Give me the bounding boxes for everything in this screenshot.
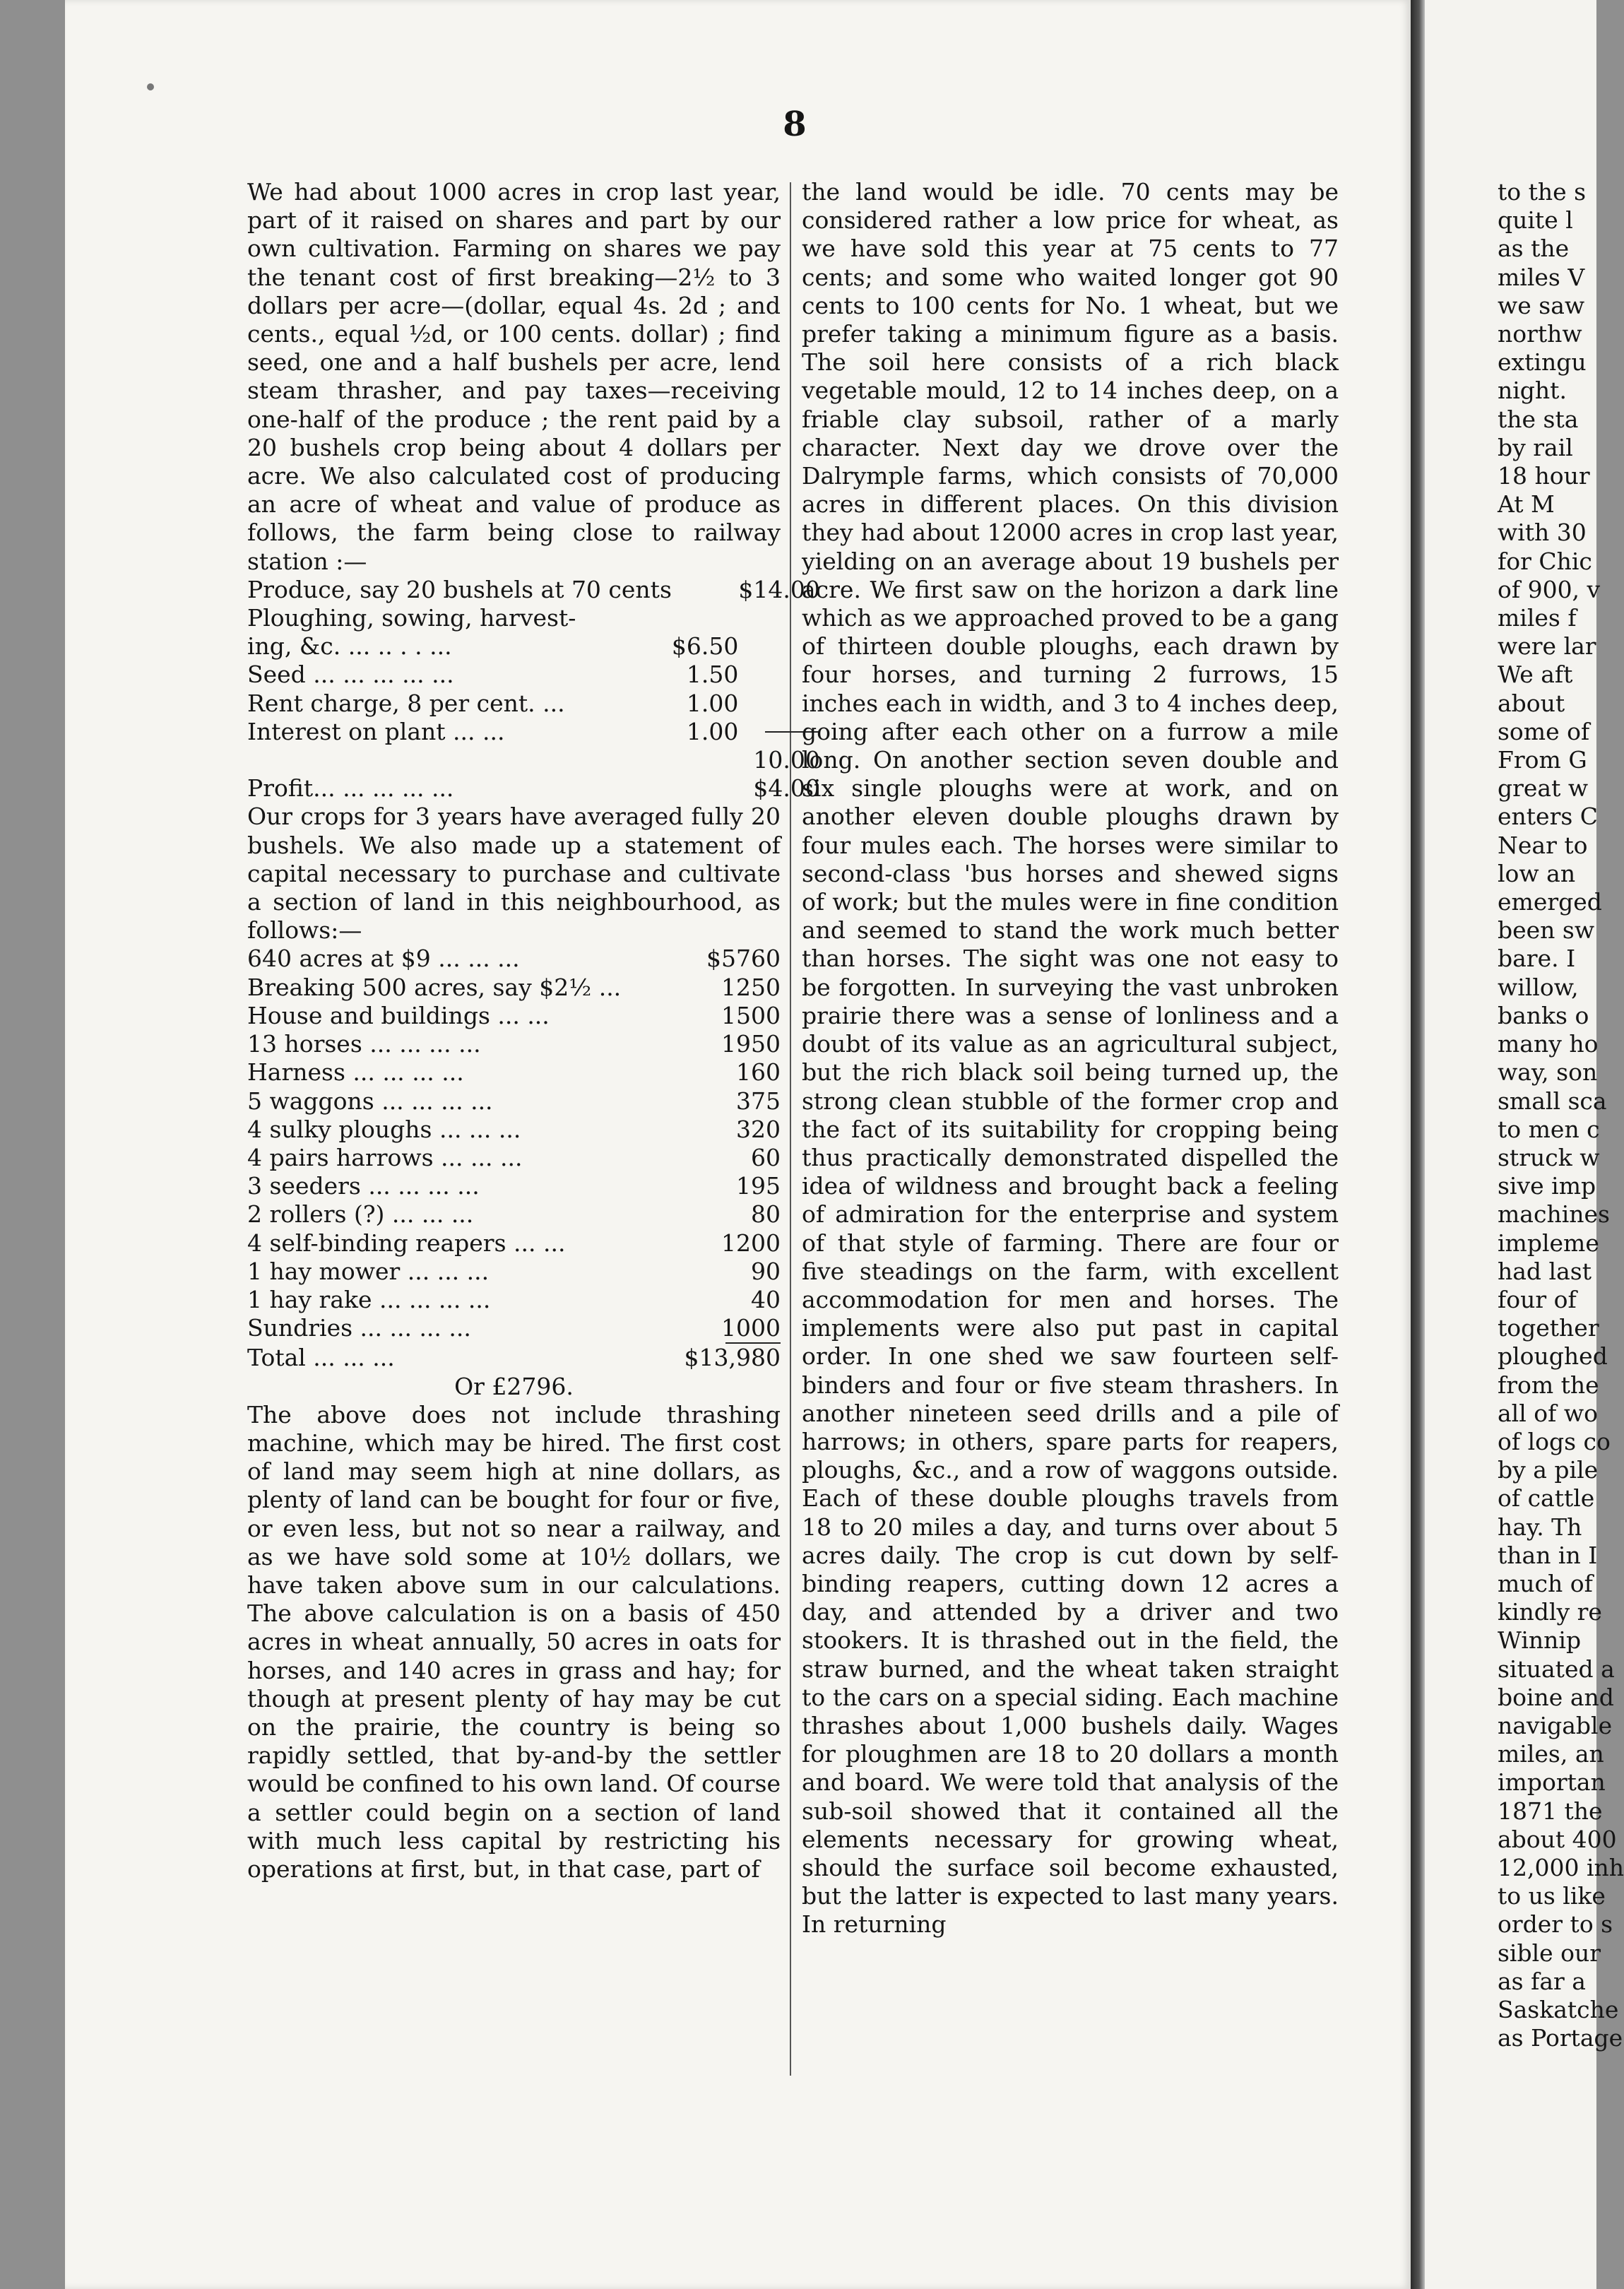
right-column-fragments xyxy=(1498,178,1624,2052)
paragraph-crop-shares: We had about 1000 acres in crop last year, part of it raised on shares and part by our own cultivation. Farming on shares we pay the tenant cost of first breaking—2½ to 3 dollars per acre—(dollar, equal 4s. 2d ; and cents., equal ½d, or 100 cents. dollar) ; find seed, one and a half bushels per acre, lend steam thrasher, and pay taxes—receiving one-half of the produce ; the rent paid by a 20 bushels crop being about 4 dollars per acre. We also calculated cost of producing an acre of wheat and value of produce as follows, the farm being close to railway station :— xyxy=(247,178,781,575)
right-column-line: all of wo xyxy=(1498,1399,1598,1427)
table-row xyxy=(247,1229,781,1258)
capital-value: 1950 xyxy=(721,1030,781,1058)
right-column-line: from the xyxy=(1498,1371,1599,1399)
right-column-line: miles, an xyxy=(1498,1740,1604,1768)
right-column-line: of cattle xyxy=(1498,1484,1595,1513)
right-column-line: night. xyxy=(1498,377,1567,405)
right-column-line: quite l xyxy=(1498,206,1573,235)
right-column-line: importan xyxy=(1498,1768,1606,1797)
right-column-line: miles V xyxy=(1498,263,1585,291)
capital-value: 90 xyxy=(751,1257,781,1285)
table-row xyxy=(247,1286,781,1314)
right-column-line: At M xyxy=(1498,490,1555,519)
cost-label: ing, &c. ... .. . . ... xyxy=(247,632,452,661)
cost-subtotal: 10.00 xyxy=(753,746,820,774)
capital-value: 40 xyxy=(751,1285,781,1313)
right-column-line: Near to xyxy=(1498,831,1588,859)
cost-value: 1.00 xyxy=(686,717,739,745)
profit-label: Profit... ... ... ... ... xyxy=(247,774,454,803)
right-column-line: to men c xyxy=(1498,1115,1600,1143)
paragraph-averages: Our crops for 3 years have averaged fully 20 bushels. We also made up a statement of capital necessary to purchase and cultivate a section of land in this neighbourhood, as follows:— xyxy=(247,803,781,945)
capital-value: 1200 xyxy=(721,1229,781,1257)
right-column-line: situated a xyxy=(1498,1655,1615,1683)
cost-label: Seed ... ... ... ... ... xyxy=(247,661,454,689)
table-row xyxy=(247,1200,781,1229)
table-row xyxy=(247,974,781,1002)
right-column-line: to us like xyxy=(1498,1882,1606,1910)
right-column-line: had last xyxy=(1498,1257,1592,1285)
produce-label: Produce, say 20 bushels at 70 cents xyxy=(247,575,672,603)
cost-label: Rent charge, 8 per cent. ... xyxy=(247,689,565,717)
table-row xyxy=(247,1172,781,1200)
right-column-line: hay. Th xyxy=(1498,1513,1582,1541)
right-column-line: than in I xyxy=(1498,1541,1598,1569)
total-label: Total ... ... ... xyxy=(247,1344,395,1372)
capital-label: 2 rollers (?) ... ... ... xyxy=(247,1200,474,1229)
table-row xyxy=(247,1314,781,1342)
table-row xyxy=(247,1116,781,1144)
profit-value: $4.00 xyxy=(753,774,820,803)
right-column-line: 12,000 inh xyxy=(1498,1853,1624,1881)
right-column-line: kindly re xyxy=(1498,1598,1602,1626)
paper-speck xyxy=(147,83,154,90)
right-column-line: by rail xyxy=(1498,433,1573,461)
capital-label: 1 hay rake ... ... ... ... xyxy=(247,1285,491,1313)
cost-value: 1.00 xyxy=(686,689,739,717)
table-row xyxy=(247,1087,781,1116)
right-column-line: low an xyxy=(1498,859,1576,887)
right-column-line: great w xyxy=(1498,774,1589,803)
right-column-line: miles f xyxy=(1498,604,1577,632)
paragraph-dalrymple-farms: the land would be idle. 70 cents may be considered rather a low price for wheat, as we have sold this year at 75 cents to 77 cents; and some who waited longer got 90 cents to 100 cents for No. 1 wheat, but we prefer taking a minimum figure as a basis. The soil here consists of a rich black vegetable mould, 12 to 14 inches deep, on a friable clay subsoil, rather of a marly character. Next day we drove over the Dalrymple farms, which consists of 70,000 acres in different places. On this division they had about 12000 acres in crop last year, yielding on an average about 19 bushels per acre. We first saw on the horizon a dark line which as we approached proved to be a gang of thirteen double ploughs, each drawn by four horses, and turning 2 furrows, 15 inches each in width, and 3 to 4 inches deep, going after each other on a furrow a mile long. On another section seven double and six single ploughs were at work, and on another eleven double ploughs drawn by four mules each. The horses were similar to second-class 'bus horses and shewed signs of work; but the mules were in fine condition and seemed to stand the work much better than horses. The sight was one not easy to be forgotten. In surveying the vast unbroken prairie there was a sense of lonliness and a doubt of its value as an agricultural subject, but the rich black soil being turned up, the strong clean stubble of the former crop and the fact of its suitability for cropping being thus practically demonstrated dispelled the idea of wildness and brought back a feeling of admiration for the enterprise and system of that style of farming. There are four or five steadings on the farm, with excellent accommodation for men and horses. The implements were also put past in capital order. In one shed we saw fourteen self-binders and four or five steam thrashers. In another nineteen seed drills and a pile of harrows; in others, spare parts for reapers, ploughs, &c., and a row of waggons outside. Each of these double ploughs travels from 18 to 20 miles a day, and turns over about 5 acres daily. The crop is cut down by self-binding reapers, cutting down 12 acres a day, and attended by a driver and two stookers. It is thrashed out in the field, the straw burned, and the wheat taken straight to the cars on a special siding. Each machine thrashes about 1,000 bushels daily. Wages for ploughmen are 18 to 20 dollars a month and board. We were told that analysis of the sub-soil showed that it contained all the elements necessary for growing wheat, should the surface soil become exhausted, but the latter is expected to last many years. In returning xyxy=(802,178,1339,1939)
right-column-line: enters C xyxy=(1498,803,1599,831)
right-column-line: as Portage xyxy=(1498,2024,1623,2052)
cost-label: Interest on plant ... ... xyxy=(247,717,505,745)
cost-value: $6.50 xyxy=(671,632,739,661)
capital-value: 1500 xyxy=(721,1001,781,1029)
table-row xyxy=(247,1058,781,1087)
capital-value: 1000 xyxy=(721,1314,781,1342)
capital-label: 4 pairs harrows ... ... ... xyxy=(247,1143,523,1171)
right-column-line: four of xyxy=(1498,1285,1577,1313)
table-row xyxy=(247,632,820,661)
capital-value: 320 xyxy=(736,1115,781,1143)
table-row xyxy=(247,690,820,718)
capital-label: 1 hay mower ... ... ... xyxy=(247,1257,490,1285)
produce-value: $14.00 xyxy=(738,575,820,603)
right-column-line: boine and xyxy=(1498,1683,1614,1711)
table-row xyxy=(247,746,820,774)
right-column-line: with 30 xyxy=(1498,519,1587,547)
column-divider xyxy=(790,182,791,2076)
capital-label: 4 self-binding reapers ... ... xyxy=(247,1229,566,1257)
right-column-line: much of xyxy=(1498,1569,1593,1597)
table-row xyxy=(247,604,820,632)
right-column-line: extingu xyxy=(1498,348,1587,377)
right-column-line: by a pile xyxy=(1498,1456,1599,1484)
capital-table xyxy=(247,945,781,1372)
capital-label: 4 sulky ploughs ... ... ... xyxy=(247,1115,521,1143)
right-column-line: been sw xyxy=(1498,916,1595,945)
right-column-line: emerged xyxy=(1498,888,1602,916)
right-column-line: northw xyxy=(1498,320,1582,348)
right-column-line: We aft xyxy=(1498,661,1573,689)
right-column-line: sive imp xyxy=(1498,1172,1596,1200)
middle-column xyxy=(802,178,1339,1939)
table-row xyxy=(247,1344,781,1372)
right-column-line: willow, xyxy=(1498,973,1579,1001)
total-value: $13,980 xyxy=(684,1344,781,1372)
total-pounds: Or £2796. xyxy=(454,1372,574,1400)
right-column-line: Saskatche xyxy=(1498,1996,1619,2023)
table-row xyxy=(247,661,820,689)
right-column-line: From G xyxy=(1498,746,1587,774)
right-column-line: 18 hour xyxy=(1498,462,1590,490)
right-column-line: the sta xyxy=(1498,405,1579,433)
capital-value: 195 xyxy=(736,1172,781,1200)
right-column-line: many ho xyxy=(1498,1030,1599,1058)
right-column-line: order to s xyxy=(1498,1910,1613,1939)
right-column-line: struck w xyxy=(1498,1143,1600,1171)
right-column-line: some of xyxy=(1498,717,1590,745)
right-column-line: sible our xyxy=(1498,1939,1601,1967)
capital-value: 1250 xyxy=(721,973,781,1001)
right-column-line: of 900, v xyxy=(1498,575,1601,603)
table-row xyxy=(247,576,820,604)
capital-value: 375 xyxy=(736,1087,781,1115)
cost-of-production-table xyxy=(247,576,820,803)
table-row xyxy=(247,718,820,746)
right-column-line: way, son xyxy=(1498,1058,1598,1087)
capital-label: 3 seeders ... ... ... ... xyxy=(247,1172,480,1200)
capital-value: 80 xyxy=(751,1200,781,1229)
right-column-line: small sca xyxy=(1498,1087,1607,1115)
right-column-line: ploughed xyxy=(1498,1342,1608,1371)
capital-label: Breaking 500 acres, say $2½ ... xyxy=(247,973,622,1001)
right-column-line: were lar xyxy=(1498,632,1596,661)
right-column-line: to the s xyxy=(1498,178,1587,206)
table-row xyxy=(247,945,781,973)
cost-value: 1.50 xyxy=(686,661,739,689)
left-column xyxy=(247,178,820,1883)
right-column-line: for Chic xyxy=(1498,547,1592,575)
capital-label: Sundries ... ... ... ... xyxy=(247,1314,471,1342)
capital-label: 640 acres at $9 ... ... ... xyxy=(247,945,520,973)
right-column-line: as far a xyxy=(1498,1967,1586,1995)
right-column-line: together xyxy=(1498,1314,1599,1342)
right-column-line: we saw xyxy=(1498,291,1585,319)
right-column-line: machines xyxy=(1498,1200,1610,1229)
right-column-line: of logs co xyxy=(1498,1427,1611,1455)
right-column-line: as the xyxy=(1498,235,1570,263)
table-row xyxy=(247,1144,781,1172)
capital-label: House and buildings ... ... xyxy=(247,1001,550,1029)
table-row xyxy=(247,1002,781,1030)
right-column-line: Winnip xyxy=(1498,1626,1582,1655)
page-number: 8 xyxy=(783,105,807,144)
right-column-line: impleme xyxy=(1498,1229,1599,1257)
table-row xyxy=(247,1030,781,1058)
cost-label: Ploughing, sowing, harvest- xyxy=(247,604,576,632)
paragraph-thrashing-machine: The above does not include thrashing machine, which may be hired. The first cost of land may seem high at nine dollars, as plenty of land can be bought for four or five, or even less, but not so near a railway, and as we have sold some at 10½ dollars, we have taken above sum in our calculations. The above calculation is on a basis of 450 acres in wheat annually, 50 acres in oats for horses, and 140 acres in grass and hay; for though at present plenty of hay may be cut on the prairie, the country is being so rapidly settled, that by-and-by the settler would be confined to his own land. Of course a settler could begin on a section of land with much less capital by restricting his operations at first, but, in that case, part of xyxy=(247,1400,781,1883)
capital-label: 13 horses ... ... ... ... xyxy=(247,1030,481,1058)
right-column-line: about 400 xyxy=(1498,1825,1617,1853)
right-column-line: about xyxy=(1498,689,1565,717)
book-gutter xyxy=(1411,0,1425,2289)
table-row xyxy=(247,1258,781,1286)
capital-value: 160 xyxy=(736,1058,781,1087)
right-column-line: bare. I xyxy=(1498,945,1576,973)
capital-label: 5 waggons ... ... ... ... xyxy=(247,1087,493,1115)
capital-value: $5760 xyxy=(706,945,781,973)
right-column-line: banks o xyxy=(1498,1001,1589,1029)
capital-label: Harness ... ... ... ... xyxy=(247,1058,464,1087)
right-column-line: navigable xyxy=(1498,1711,1613,1739)
table-row xyxy=(247,774,820,803)
cost-value xyxy=(672,604,738,632)
right-column-line: 1871 the xyxy=(1498,1797,1603,1825)
capital-value: 60 xyxy=(751,1143,781,1171)
